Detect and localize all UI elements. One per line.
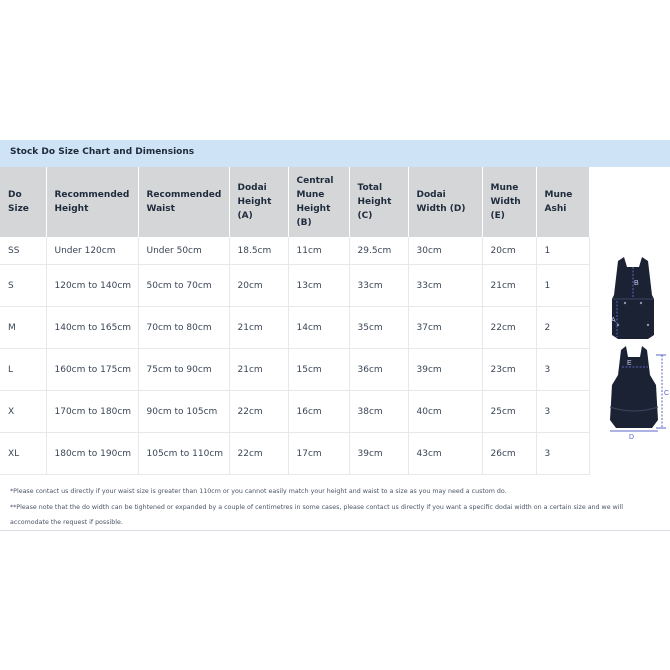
table-cell: 21cm — [229, 349, 288, 391]
table-cell: 33cm — [408, 265, 482, 307]
table-cell: 50cm to 70cm — [138, 265, 229, 307]
table-cell: 1 — [536, 265, 589, 307]
do-back-view — [610, 346, 669, 440]
table-cell: 2 — [536, 307, 589, 349]
page-title: Stock Do Size Chart and Dimensions — [10, 147, 195, 157]
table-cell: 105cm to 110cm — [138, 433, 229, 475]
table-cell: L — [0, 349, 46, 391]
table-cell: 38cm — [349, 391, 408, 433]
table-row — [0, 307, 589, 349]
table-cell: 36cm — [349, 349, 408, 391]
table-cell: 30cm — [408, 237, 482, 265]
table-cell: 35cm — [349, 307, 408, 349]
table-cell: 39cm — [349, 433, 408, 475]
table-cell: 140cm to 165cm — [46, 307, 138, 349]
header-dodai-height: Dodai Height (A) — [229, 167, 288, 237]
header-mune-width: Mune Width (E) — [482, 167, 536, 237]
title-bar — [0, 140, 670, 167]
table-cell: 39cm — [408, 349, 482, 391]
table-cell: 16cm — [288, 391, 349, 433]
table-cell: 120cm to 140cm — [46, 265, 138, 307]
table-cell: 37cm — [408, 307, 482, 349]
table-cell: 170cm to 180cm — [46, 391, 138, 433]
table-cell: SS — [0, 237, 46, 265]
table-cell: 26cm — [482, 433, 536, 475]
table-cell: X — [0, 391, 46, 433]
table-cell: 22cm — [229, 391, 288, 433]
table-cell: 3 — [536, 349, 589, 391]
table-cell: 1 — [536, 237, 589, 265]
table-cell: 21cm — [229, 307, 288, 349]
label-e: E — [627, 360, 632, 367]
table-cell: 14cm — [288, 307, 349, 349]
table-header-row — [0, 167, 589, 237]
label-d: D — [629, 434, 635, 440]
table-cell: Under 50cm — [138, 237, 229, 265]
table-cell: 22cm — [229, 433, 288, 475]
table-cell: 22cm — [482, 307, 536, 349]
footnote-width: **Please note that the do width can be tightened or expanded by a couple of centimetres in some cases, please contact us directly if you want a specific dodai width on a certain size and we will accomodate the request if possible. — [10, 503, 623, 526]
table-cell: 18.5cm — [229, 237, 288, 265]
table-cell: 40cm — [408, 391, 482, 433]
table-cell: 17cm — [288, 433, 349, 475]
do-front-view — [611, 257, 654, 339]
table-cell: S — [0, 265, 46, 307]
table-cell: 29.5cm — [349, 237, 408, 265]
table-cell: 75cm to 90cm — [138, 349, 229, 391]
header-do-size: Do Size — [0, 167, 46, 237]
table-cell: 33cm — [349, 265, 408, 307]
table-cell: M — [0, 307, 46, 349]
header-total-height: Total Height (C) — [349, 167, 408, 237]
footnote-waist: *Please contact us directly if your waist size is greater than 110cm or you cannot easily match your height and waist to a size as you may need a custom do. — [10, 488, 507, 495]
table-cell: 11cm — [288, 237, 349, 265]
table-cell: 23cm — [482, 349, 536, 391]
table-cell: 90cm to 105cm — [138, 391, 229, 433]
table-cell: 20cm — [482, 237, 536, 265]
table-cell: 13cm — [288, 265, 349, 307]
header-central-mune-height: Central Mune Height (B) — [288, 167, 349, 237]
table-cell: 25cm — [482, 391, 536, 433]
footnotes — [10, 484, 660, 531]
table-cell: Under 120cm — [46, 237, 138, 265]
table-cell: 70cm to 80cm — [138, 307, 229, 349]
do-dimensions-diagram — [596, 255, 670, 440]
label-a: A — [611, 317, 616, 324]
header-dodai-width: Dodai Width (D) — [408, 167, 482, 237]
table-cell: 15cm — [288, 349, 349, 391]
size-table — [0, 167, 590, 475]
table-cell: 20cm — [229, 265, 288, 307]
table-cell: 21cm — [482, 265, 536, 307]
header-recommended-height: Recommended Height — [46, 167, 138, 237]
header-recommended-waist: Recommended Waist — [138, 167, 229, 237]
table-cell: 3 — [536, 433, 589, 475]
do-armor-illustration — [596, 255, 670, 440]
label-b: B — [634, 280, 639, 287]
label-c: C — [664, 390, 670, 397]
size-chart-panel — [0, 140, 670, 531]
table-cell: 43cm — [408, 433, 482, 475]
table-row — [0, 237, 589, 265]
table-row — [0, 265, 589, 307]
table-row — [0, 349, 589, 391]
table-cell: 180cm to 190cm — [46, 433, 138, 475]
table-cell: XL — [0, 433, 46, 475]
table-cell: 3 — [536, 391, 589, 433]
header-mune-ashi: Mune Ashi — [536, 167, 589, 237]
table-row — [0, 433, 589, 475]
table-row — [0, 391, 589, 433]
table-cell: 160cm to 175cm — [46, 349, 138, 391]
